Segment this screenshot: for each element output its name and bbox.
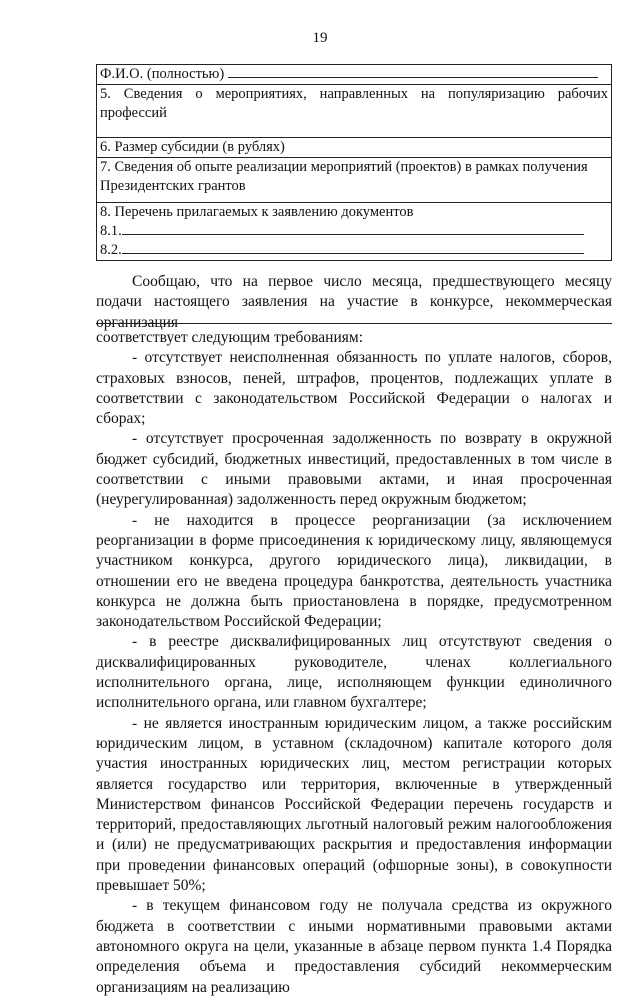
item8-text: 8. Перечень прилагаемых к заявлению документов — [100, 204, 414, 220]
requirement-item: - не является иностранным юридическим лицом, а также российским юридическим лицом, в уставном (складочном) капитале которого доля участия иностранных юридических лиц, местом регистрации которых является государство или территория, включенные в утвержденный Министерством финансов Российской Федерации перечень государств и территорий, предоставляющих льготный налоговый режим налогообложения и (или) не предусматривающих раскрытия и предоставления информации при проведении финансовых операций (офшорные зоны), в совокупности превышает 50%; — [96, 714, 612, 895]
fio-fill-line — [228, 65, 598, 78]
form-row-7 — [97, 158, 612, 203]
fio-label: Ф.И.О. (полностью) — [100, 66, 225, 82]
form-row-6 — [97, 138, 612, 158]
form-row-8 — [97, 203, 612, 261]
item8-2-label: 8.2. — [100, 242, 122, 258]
application-form-table — [96, 64, 612, 261]
form-row-5 — [97, 85, 612, 138]
requirements-lead: соответствует следующим требованиям: — [96, 329, 364, 346]
doc-line-8-2 — [100, 241, 608, 260]
doc-fill-line-8-1 — [122, 222, 584, 235]
requirement-item: - не находится в процессе реорганизации (за исключением реорганизации в форме присоединения к юридическому лицу, являющемуся участником конкурса, другого юридического лица), ликвидации, в отношении его не введена процедура банкротства, деятельность участника конкурса не должна быть приостановлена в порядке, предусмотренном законодательством Российской Федерации; — [96, 511, 612, 631]
requirement-item: - в текущем финансовом году не получала средства из окружного бюджета в соответствии с иными нормативными правовыми актами автономного округа на цели, указанные в абзаце первом пункта 1.4 Порядка определения объема и предоставления субсидий некоммерческим организациям на реализацию — [96, 897, 612, 996]
doc-fill-line-8-2 — [122, 241, 584, 254]
page-number: 19 — [312, 30, 328, 46]
item5-text: 5. Сведения о мероприятиях, направленных на популяризацию рабочих профессий — [97, 85, 612, 138]
requirements-section — [96, 328, 612, 998]
requirement-item: - в реестре дисквалифицированных лиц отсутствуют сведения о дисквалифицированных руководителе, членах коллегиального исполнительного органа, лице, исполняющем функции единоличного исполнительного органа, или главном бухгалтере; — [96, 633, 612, 712]
requirement-item: - отсутствует просроченная задолженность по возврату в окружной бюджет субсидий, бюджетных инвестиций, предоставленных в том числе в соответствии с иными правовыми актами, и иная просроченная (неурегулированная) задолженность перед окружным бюджетом; — [96, 430, 612, 509]
item7-text: 7. Сведения об опыте реализации мероприятий (проектов) в рамках получения Президентских грантов — [97, 158, 612, 203]
item8-1-label: 8.1. — [100, 223, 122, 239]
item6-text: 6. Размер субсидии (в рублях) — [100, 139, 285, 155]
organization-fill-line — [96, 322, 612, 324]
doc-line-8-1 — [100, 222, 608, 241]
intro-text: Сообщаю, что на первое число месяца, предшествующего месяцу подачи настоящего заявления на участие в конкурсе, некоммерческая организация — [96, 273, 612, 331]
form-row-fio — [97, 65, 612, 85]
requirement-item: - отсутствует неисполненная обязанность по уплате налогов, сборов, страховых взносов, пеней, штрафов, процентов, подлежащих уплате в соответствии с законодательством Российской Федерации о налогах и сборах; — [96, 349, 612, 428]
